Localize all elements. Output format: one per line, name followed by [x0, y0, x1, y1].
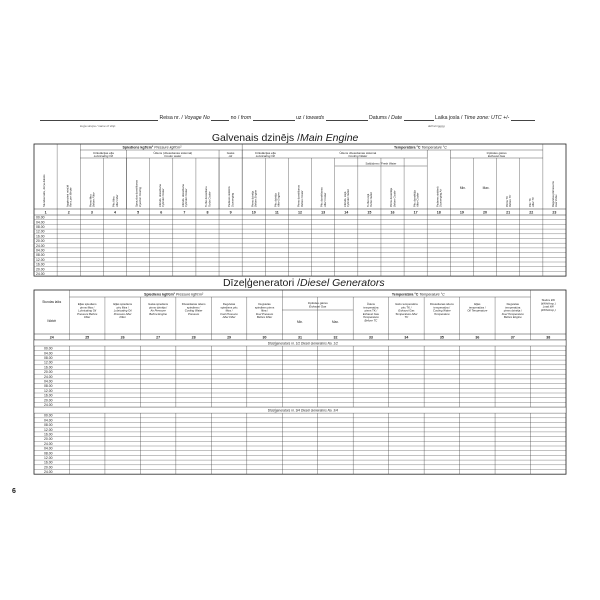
temp-subgroup-en: Cooling Water: [348, 154, 368, 158]
dg-band-label: Dīzeļģenerators nr. 1/2: [267, 341, 300, 346]
dg-time-cell: 08.00: [44, 384, 53, 389]
dg-col-header: filtra /: [225, 308, 233, 313]
dg-band-label-en: Diesel Generators No. 3/4: [301, 408, 338, 413]
dg-time-cell: 08.00: [44, 356, 53, 360]
col-header: Pēc dzesēšanas: [320, 187, 324, 207]
dg-col-header: pirms filtra /: [79, 305, 95, 310]
pressure-subgroup-en: Lubricating Oil: [93, 154, 113, 158]
col-header: Cilindru dzesēšana: [158, 184, 162, 207]
dg-col-header-en: Load kW: [542, 304, 554, 309]
dg-col-header-en: Before TC: [364, 318, 378, 323]
col-header: Min.: [459, 186, 466, 190]
dg-time-cell: 16.00: [44, 365, 53, 370]
dg-time-cell: 04.00: [44, 418, 53, 423]
dg-exhaust: Izplūdes gāzes: [307, 301, 328, 305]
dg-col-header-en: Oil Temperature: [467, 308, 488, 313]
col-header: Apgriezieni minūtē: [66, 184, 70, 207]
dg-title-en: Diesel Generators: [300, 277, 385, 289]
dg-col-header: pirms TK /: [364, 308, 378, 313]
dg-col-header-en: Lubricating Oil: [113, 308, 132, 313]
col-number: 22: [529, 210, 534, 215]
diesel-generator-table: [34, 276, 566, 474]
dg-col-header-en: Before Engine: [503, 315, 522, 320]
dg-col-header: Degvielas: [506, 302, 519, 306]
dg-col-header: Eļļas: [474, 302, 481, 306]
dg-col-header: temperatūra /: [433, 305, 451, 310]
dg-title: Dīzeļģeneratori /: [222, 277, 300, 289]
dg-band: [34, 407, 566, 413]
col-header: Pēc filtra: [112, 196, 116, 207]
vessel-hint: kuģa strupa / name of ship: [80, 124, 116, 128]
dg-col-header: Gaisa spiediens: [148, 302, 169, 306]
dg-col-number: 36: [475, 335, 480, 340]
col-header: Cilindru izejā: [343, 191, 347, 207]
dg-time-cell: 04.00: [44, 379, 53, 384]
dg-col-header: Slodze kW: [541, 298, 555, 302]
col-number: 7: [183, 210, 186, 215]
dg-col-header: pēc filtra /: [116, 305, 129, 310]
col-header: Pirms dzinēja: [251, 190, 255, 207]
time-cell: 04.00: [36, 248, 45, 253]
col-number: 23: [552, 210, 557, 215]
col-number: 18: [436, 210, 441, 215]
col-header: Pēc dzinēja: [274, 193, 278, 207]
dg-time-cell: 00.00: [44, 413, 53, 418]
col-header-en: After Cooler: [323, 192, 327, 207]
dg-col-header: temperatūra: [363, 305, 379, 310]
col-header-en: Cylinder Outlet: [347, 189, 351, 207]
col-header-en: Scavenging: [231, 192, 235, 207]
pressure-subgroup: Ūdens (dzesēšanas sistēmā): [153, 151, 193, 155]
col-header: Pirms dzesēšanas: [297, 185, 301, 207]
from-label-en: from: [240, 115, 252, 121]
dg-time-cell: 12.00: [44, 360, 53, 365]
dg-col-header: Max.: [332, 320, 339, 324]
dg-col-header: Gāzu temperatūra: [395, 302, 418, 306]
dg-col-header-en: Pressure Before: [77, 311, 98, 316]
pressure-subgroup-en: Air: [228, 154, 233, 158]
dg-band-label: Dīzeļģenerators nr. 3/4: [267, 408, 300, 413]
dg-col-header-en: Fuel Pressure: [220, 311, 238, 316]
dg-col-header: spiediens pēc: [220, 305, 238, 310]
col-header-en: Before TC: [508, 194, 512, 207]
dg-col-header-en: After Filter: [222, 315, 236, 320]
pressure-subgroup: Gaiss: [226, 151, 235, 155]
col-number: 5: [137, 210, 140, 215]
col-number: 9: [229, 210, 232, 215]
time-cell: 20.00: [36, 239, 45, 244]
dg-col-header-en: Watch: [47, 319, 57, 323]
time-cell: 08.00: [36, 225, 45, 229]
dg-col-number: 29: [227, 335, 232, 340]
col-header: Pirms filtra: [89, 194, 93, 207]
date-label: Datums /: [368, 115, 390, 121]
dg-col-header: Min.: [296, 320, 304, 324]
col-header-en: Turbo Outlet: [370, 192, 374, 207]
col-number: 13: [321, 210, 326, 215]
dg-band: [34, 340, 566, 346]
dg-time-cell: 12.00: [44, 388, 53, 393]
dg-col-header: (kWh/Amp.): [540, 301, 556, 306]
time-cell: 16.00: [36, 234, 45, 239]
temp-subgroup: Izplūdes gāzes: [486, 151, 507, 155]
dg-col-header-en: Cooling Water: [184, 308, 203, 313]
col-header-en: Fuel Index: [555, 194, 559, 207]
col-header: Sprauslas dzesēšanas: [135, 179, 139, 207]
col-header-en: After TC: [532, 196, 536, 207]
col-number: 17: [413, 210, 418, 215]
dg-time-cell: 20.00: [44, 398, 53, 403]
col-number: 21: [506, 210, 511, 215]
col-header: Pēc TK: [528, 198, 532, 207]
col-number: 20: [483, 210, 488, 215]
dg-col-header: Degvielas: [258, 302, 271, 306]
from-label: no /: [230, 115, 240, 121]
date-hint: dd/mm/gggg: [428, 124, 445, 128]
dg-time-cell: 12.00: [44, 427, 53, 432]
time-cell: 24.00: [36, 243, 45, 248]
col-header: Stundas laiks, dziņa daksts: [43, 174, 47, 207]
dg-time-cell: 16.00: [44, 460, 53, 465]
dg-col-number: 32: [333, 335, 338, 340]
dg-time-cell: 24.00: [44, 374, 53, 379]
col-number: 6: [160, 210, 163, 215]
dg-col-header-en: Pressure: [187, 311, 200, 316]
col-header: Cilindru dzesēšana: [181, 184, 185, 207]
col-header: Pirms TK: [505, 196, 509, 207]
dg-col-header-en: Exhaust Gas: [362, 311, 379, 316]
time-cell: 08.00: [36, 253, 45, 258]
col-header-en: Scavenging Air: [439, 189, 443, 207]
dg-col-header: spiediens /: [186, 305, 201, 310]
col-header: Pēc dzesētāja: [413, 190, 417, 207]
main-engine-title-en: Main Engine: [300, 132, 359, 144]
dg-col-header: Degvielas: [222, 302, 236, 306]
dg-col-header: Dzesēšanas ūdens: [429, 302, 454, 306]
dg-exhaust-en: Exhaust Gas: [309, 304, 327, 309]
dg-col-header: Ūdens: [366, 302, 375, 306]
dg-col-number: 26: [120, 335, 125, 340]
dg-pressure-group: Spiediens kgf/cm²: [144, 292, 175, 297]
col-header: Padeves sistēmā: [228, 186, 232, 207]
tz-label-en: Time zone: UTC +/-: [463, 115, 510, 121]
col-header: Turbo izejā: [366, 193, 370, 207]
dg-col-number: 35: [439, 335, 444, 340]
dg-col-header: Eļļas spiediens: [113, 302, 133, 306]
dg-col-header: pirms dzinēja /: [149, 305, 168, 310]
col-header-en: After Cooler: [416, 192, 420, 207]
dg-col-header-en: Temperature: [433, 311, 450, 316]
col-header-en: After Engine: [277, 192, 281, 207]
dg-col-header-en: Exhaust Gas: [398, 308, 415, 313]
time-cell: 12.00: [36, 229, 45, 234]
dg-col-number: 37: [510, 335, 515, 340]
dg-col-header: Dzesēšanas ūdens: [181, 302, 206, 306]
dg-col-number: 33: [368, 335, 373, 340]
dg-col-header-en: Temperature After: [395, 311, 418, 316]
time-cell: 16.00: [36, 262, 45, 267]
dg-time-cell: 20.00: [44, 370, 53, 375]
col-number: 12: [298, 210, 302, 215]
dg-time-cell: 08.00: [44, 451, 53, 456]
pressure-group-label-en: Pressure kgf/cm²: [154, 145, 182, 150]
col-number: 3: [90, 210, 93, 215]
main-engine-table: [34, 132, 566, 276]
dg-col-number: 25: [85, 335, 90, 340]
col-header-en: Before Engine: [254, 189, 258, 207]
col-header-en: Revs per Minute: [69, 187, 73, 207]
time-cell: 12.00: [36, 257, 45, 262]
col-number: 15: [367, 210, 372, 215]
col-header: Degvielas pārnesums: [552, 181, 556, 207]
col-number: 14: [344, 210, 349, 215]
dg-col-header: pirms dzinēja /: [503, 308, 522, 313]
col-header: Padeves sistēmā: [436, 186, 440, 207]
time-cell: 04.00: [36, 220, 45, 225]
temp-subgroup-en: Exhaust Gas: [488, 154, 506, 158]
dg-col-header-en: Pressure After: [113, 311, 132, 316]
col-number: 8: [206, 210, 209, 215]
dg-col-header: Eļļas spiediens: [77, 302, 97, 306]
dg-col-number: 38: [546, 335, 551, 340]
dg-col-header-en: Lubricating Oil: [78, 308, 97, 313]
voyage-label: Reisa nr. /: [159, 115, 183, 121]
dg-time-cell: 08.00: [44, 423, 53, 428]
dg-col-number: 34: [404, 335, 409, 340]
dg-col-header-en: Fuel Pressure: [255, 311, 274, 316]
col-header-en: Turbo Cooler: [208, 191, 212, 207]
date-label-en: Date: [391, 115, 403, 121]
time-cell: 00.00: [36, 215, 45, 220]
time-cell: 20.00: [36, 267, 45, 272]
dg-frame: [34, 290, 566, 474]
dg-time-cell: 04.00: [44, 351, 53, 356]
dg-col-number: 30: [262, 335, 267, 340]
dg-time-cell: 20.00: [44, 465, 53, 470]
temp-group-label-en: Temperature °C: [421, 145, 447, 150]
col-header-en: Injection Cooling: [138, 187, 142, 207]
pressure-group-label: Spiediens kgf/cm²: [122, 145, 154, 150]
dg-col-header-en: Temperature: [363, 315, 379, 320]
dg-time-cell: 00.00: [44, 346, 53, 351]
dg-col-header-en: Before Engine: [149, 311, 168, 316]
col-number: 19: [459, 210, 464, 215]
temp-subgroup-en: Lubricating Oil: [255, 154, 275, 158]
temp-subgroup: Cirkulācijas eļļa: [254, 151, 276, 155]
col-header-en: Cylinder Cooler: [162, 188, 166, 207]
dg-col-header-en: Filter: [119, 315, 126, 320]
fresh-water-subgroup: Saldūdens / Fresh Water: [365, 161, 397, 166]
dg-time-cell: 16.00: [44, 393, 53, 398]
dg-col-header-en: Cooling Water: [433, 308, 451, 313]
col-number: 2: [67, 210, 70, 215]
to-label: uz /: [296, 115, 305, 121]
dg-col-header: pēc TK /: [401, 305, 412, 310]
dg-temp-group: Temperatūra °C: [391, 292, 419, 297]
col-header: Pirms dzesētāja: [390, 187, 394, 207]
dg-time-cell: 24.00: [44, 403, 53, 407]
dg-col-header: temperatūra /: [469, 305, 486, 310]
dg-time-cell: 20.00: [44, 437, 53, 442]
dg-col-header: filtra /: [261, 308, 268, 313]
dg-time-cell: 04.00: [44, 446, 53, 451]
col-header: Max.: [482, 186, 490, 190]
pressure-subgroup: Cirkulācijas eļļa: [92, 151, 114, 155]
main-engine-title: Galvenais dzinējs /: [211, 132, 300, 144]
dg-col-number: 28: [191, 335, 196, 340]
dg-pressure-group-en: Pressure kgf/cm²: [175, 292, 204, 297]
temp-group-label: Temperatūra °C: [393, 145, 421, 150]
dg-time-cell: 12.00: [44, 456, 53, 460]
page-number: 6: [12, 488, 16, 495]
to-label-en: towards: [305, 115, 325, 121]
col-number: 11: [274, 210, 279, 215]
voyage-label-en: Voyage No: [184, 115, 210, 121]
col-number: 10: [251, 210, 256, 215]
dg-time-cell: 24.00: [44, 470, 53, 475]
dg-col-header: Stundas laiks: [42, 300, 62, 304]
dg-time-cell: 24.00: [44, 441, 53, 446]
col-number: 1: [44, 210, 47, 215]
col-number: 16: [390, 210, 395, 215]
col-header-en: After Filter: [115, 194, 119, 207]
dg-col-header-en: Before Filter: [256, 315, 273, 320]
dg-col-header-en: Air Pressure: [150, 308, 166, 313]
col-header: Turbo dzesēšana: [205, 186, 209, 207]
dg-col-header-en: (kWh/Amp.): [540, 307, 556, 312]
tz-label: Laika josla /: [435, 115, 463, 121]
temp-subgroup: Ūdens dzesēšanas sistēmā: [339, 151, 377, 155]
col-header-en: Before Filter: [92, 192, 96, 207]
col-header-en: Before Cooler: [393, 190, 397, 207]
dg-col-header: temperatūra: [505, 305, 521, 310]
pressure-subgroup-en: Cooler water: [164, 154, 182, 158]
dg-col-header-en: Fuel Temperature: [501, 311, 524, 316]
time-cell: 24.00: [36, 272, 45, 276]
dg-col-header-en: Filter: [84, 315, 91, 320]
dg-time-cell: 16.00: [44, 432, 53, 437]
dg-col-number: 27: [156, 335, 161, 340]
dg-col-number: 31: [298, 335, 302, 340]
col-header-en: Before Cooler: [300, 190, 304, 207]
dg-temp-group-en: Temperature °C: [419, 292, 445, 297]
col-number: 4: [113, 210, 116, 215]
dg-col-header-en: TC: [404, 315, 409, 320]
dg-band-label-en: Diesel Generators No. 1/2: [301, 341, 338, 346]
dg-col-number: 24: [49, 335, 54, 340]
dg-col-header: spiediens pirms: [254, 305, 275, 310]
col-header-en: Cylinder Cooler: [185, 188, 189, 207]
